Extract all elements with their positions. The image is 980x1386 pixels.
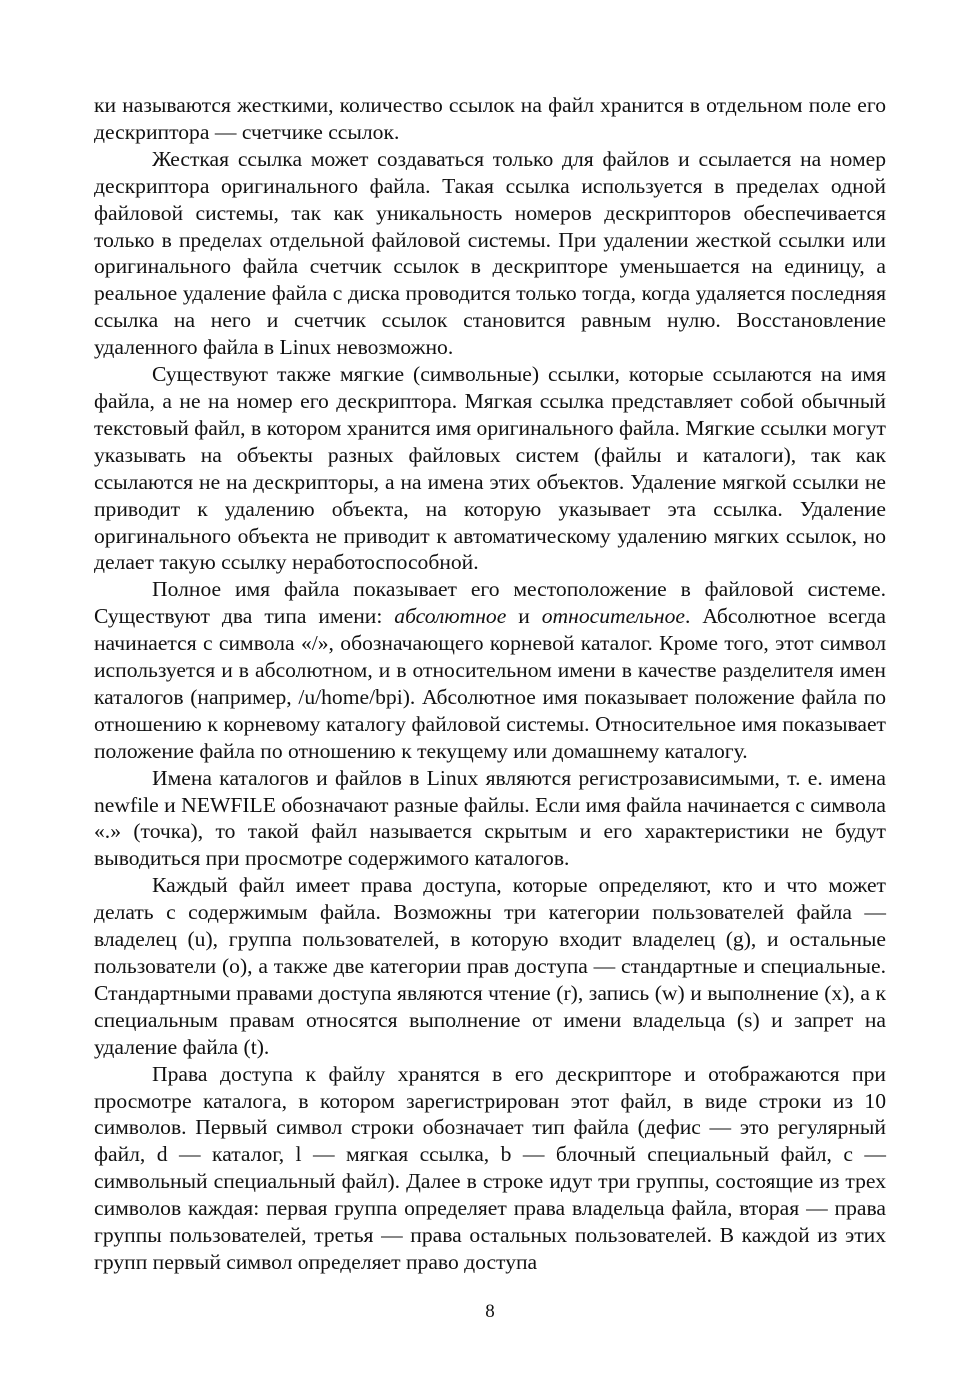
paragraph-4-text-b: и [506, 604, 542, 629]
paragraph-7 [94, 1061, 886, 1276]
paragraph-5-text: Имена каталогов и файлов в Linux являются регистрозависимыми, т. е. имена newfile и NEWFILE обозначают разные файлы. Если имя файла начинается с символа «.» (точка), то такой файл называется скрытым и его характеристики не будут выводиться при просмотре содержимого каталогов. [94, 765, 886, 871]
paragraph-4-text-a: Полное имя файла показывает его местоположение в файловой системе. Существуют два типа имени: [94, 577, 886, 629]
paragraph-1 [94, 92, 886, 146]
italic-term-absolute: абсолютное [394, 604, 507, 629]
paragraph-3 [94, 361, 886, 576]
page-number: 8 [485, 1301, 495, 1322]
paragraph-2 [94, 146, 886, 361]
paragraph-6-text: Каждый файл имеет права доступа, которые определяют, кто и что может делать с содержимым файла. Возможны три категории пользователей файла — владелец (u), группа пользователей, в которую входит владелец (g), и остальные пользователи (o), а также две категории прав доступа — стандартные и специальные. Стандартными правами доступа являются чтение (r), запись (w) и выполнение (x), а к специальным правам относятся выполнение от имени владельца (s) и запрет на удаление файла (t). [94, 873, 886, 1059]
paragraph-5 [94, 765, 886, 873]
paragraph-2-text: Жесткая ссылка может создаваться только для файлов и ссылается на номер дескриптора оригинального файла. Такая ссылка используется в пределах одной файловой системы, так как уникальность номеров дескрипторов обеспечивается только в пределах отдельной файловой системы. При удалении жесткой ссылки или оригинального файла счетчик ссылок в дескрипторе уменьшается на единицу, а реальное удаление файла с диска проводится только тогда, когда удаляется последняя ссылка на него и счетчик ссылок становится равным нулю. Восстановление удаленного файла в Linux невозможно. [94, 146, 886, 360]
paragraph-7-text: Права доступа к файлу хранятся в его дескрипторе и отображаются при просмотре каталога, в котором зарегистрирован этот файл, в виде строки из 10 символов. Первый символ строки обозначает тип файла (дефис — это регулярный файл, d — каталог, l — мягкая ссылка, b — блочный специальный файл, c — символьный специальный файл). Далее в строке идут три группы, состоящие из трех символов каждая: первая группа определяет права владельца файла, вторая — права группы пользователей, третья — права остальных пользователей. В каждой из этих групп первый символ определяет право доступа [94, 1061, 886, 1274]
italic-term-relative: относительное [541, 604, 686, 629]
page-text-body [94, 92, 886, 1276]
paragraph-4-text-c: . Абсолютное всегда начинается с символа «/», обозначающего корневой каталог. Кроме того, этот символ используется и в абсолютном, и в относительном имени в качестве разделителя имен каталогов (например, /u/home/bpi). Абсолютное имя показывает положение файла по отношению к корневому каталогу файловой системы. Относительное имя показывает положение файла по отношению к текущему или домашнему каталогу. [94, 604, 886, 763]
paragraph-6 [94, 872, 886, 1060]
paragraph-3-text: Существуют также мягкие (символьные) ссылки, которые ссылаются на имя файла, а не на номер его дескриптора. Мягкая ссылка представляет собой обычный текстовый файл, в котором хранится имя оригинального файла. Мягкие ссылки могут указывать на объекты разных файловых систем (файлы и каталоги), так как ссылаются не на дескрипторы, а на имена этих объектов. Удаление мягкой ссылки не приводит к удалению объекта, на которую указывает эта ссылка. Удаление оригинального объекта не приводит к автоматическому удалению мягких ссылок, но делает такую ссылку неработоспособной. [94, 362, 886, 575]
paragraph-4 [94, 576, 886, 764]
paragraph-1-text: ки называются жесткими, количество ссылок на файл хранится в отдельном поле его дескриптора — счетчике ссылок. [94, 93, 886, 144]
